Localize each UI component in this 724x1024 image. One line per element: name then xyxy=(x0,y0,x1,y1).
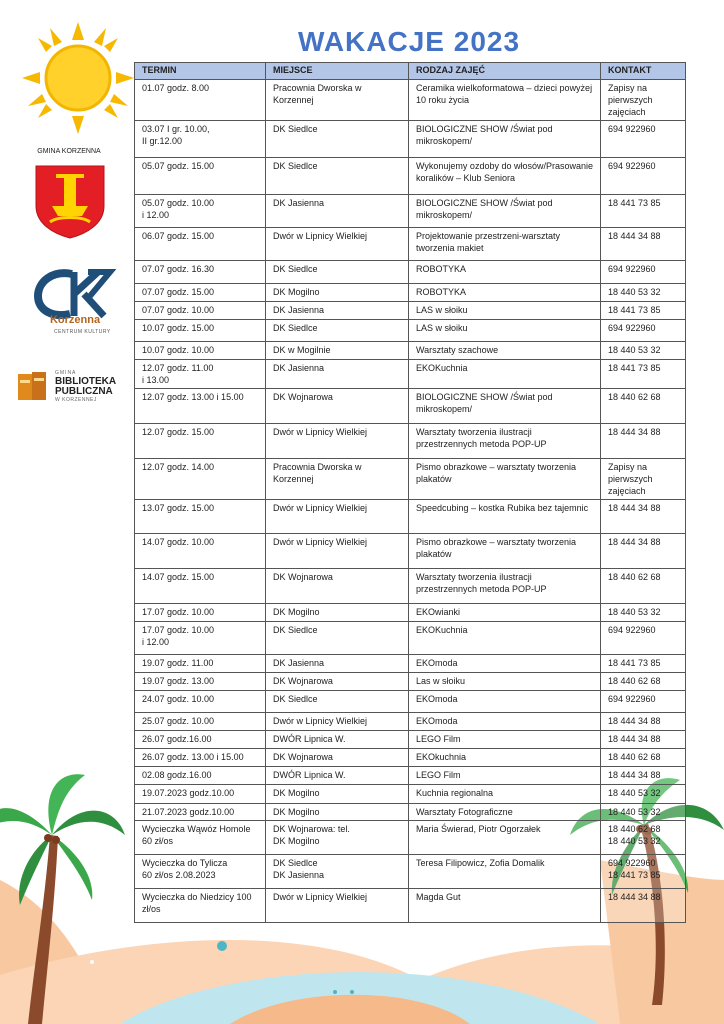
termin-cell: 12.07 godz. 15.00 xyxy=(135,424,266,459)
termin-cell: 10.07 godz. 10.00 xyxy=(135,342,266,360)
table-row xyxy=(135,121,686,158)
rodzaj-cell: Warsztaty tworzenia ilustracji przestrzennych metoda POP-UP xyxy=(409,424,601,459)
miejsce-cell: DK Wojnarowa xyxy=(266,569,409,604)
table-row xyxy=(135,785,686,804)
miejsce-cell: Dwór w Lipnicy Wielkiej xyxy=(266,424,409,459)
rodzaj-cell: Speedcubing – kostka Rubika bez tajemnic xyxy=(409,500,601,534)
miejsce-cell: Dwór w Lipnicy Wielkiej xyxy=(266,228,409,261)
miejsce-cell: Pracownia Dworska w Korzennej xyxy=(266,459,409,500)
table-row xyxy=(135,691,686,713)
kontakt-cell: 18 444 34 88 xyxy=(601,500,686,534)
miejsce-cell: DK Siedlce xyxy=(266,622,409,655)
termin-cell: 26.07 godz.16.00 xyxy=(135,731,266,749)
kontakt-cell: 18 444 34 88 xyxy=(601,731,686,749)
rodzaj-cell: EKOKuchnia xyxy=(409,622,601,655)
termin-cell: Wycieczka do Niedzicy 100 zł/os xyxy=(135,889,266,923)
table-row xyxy=(135,424,686,459)
rodzaj-cell: Las w słoiku xyxy=(409,673,601,691)
termin-cell: 12.07 godz. 11.00 i 13.00 xyxy=(135,360,266,389)
miejsce-cell: Pracownia Dworska w Korzennej xyxy=(266,80,409,121)
termin-cell: 14.07 godz. 15.00 xyxy=(135,569,266,604)
termin-cell: 05.07 godz. 10.00 i 12.00 xyxy=(135,195,266,228)
table-row xyxy=(135,622,686,655)
miejsce-cell: DK Jasienna xyxy=(266,302,409,320)
kontakt-cell: 18 444 34 88 xyxy=(601,767,686,785)
miejsce-cell: DK Siedlce DK Jasienna xyxy=(266,855,409,889)
table-row xyxy=(135,821,686,855)
rodzaj-cell: Ceramika wielkoformatowa – dzieci powyżej 10 roku życia xyxy=(409,80,601,121)
miejsce-cell: DK Wojnarowa: tel. DK Mogilno xyxy=(266,821,409,855)
termin-cell: 05.07 godz. 15.00 xyxy=(135,158,266,195)
table-row xyxy=(135,158,686,195)
termin-cell: 26.07 godz. 13.00 i 15.00 xyxy=(135,749,266,767)
miejsce-cell: DK w Mogilnie xyxy=(266,342,409,360)
termin-cell: 01.07 godz. 8.00 xyxy=(135,80,266,121)
library-title xyxy=(55,377,116,397)
termin-cell: 03.07 I gr. 10.00, II gr.12.00 xyxy=(135,121,266,158)
table-row xyxy=(135,569,686,604)
ck-name: Korzenna xyxy=(49,314,101,326)
schedule-table xyxy=(134,62,686,923)
table-row xyxy=(135,804,686,821)
library-subtitle: W KORZENNEJ xyxy=(55,397,97,403)
ck-subtitle: CENTRUM KULTURY xyxy=(54,329,111,335)
kontakt-cell: 694 922960 xyxy=(601,320,686,342)
miejsce-cell: DK Siedlce xyxy=(266,261,409,284)
table-row xyxy=(135,749,686,767)
table-row xyxy=(135,80,686,121)
col-header-rodzaj: RODZAJ ZAJĘĆ xyxy=(409,63,601,80)
kontakt-cell: 18 440 53 32 xyxy=(601,284,686,302)
rodzaj-cell: LEGO Film xyxy=(409,767,601,785)
kontakt-cell: 18 444 34 88 xyxy=(601,713,686,731)
termin-cell: 02.08 godz.16.00 xyxy=(135,767,266,785)
termin-cell: Wycieczka Wąwóz Homole 60 zł/os xyxy=(135,821,266,855)
miejsce-cell: DK Wojnarowa xyxy=(266,389,409,424)
miejsce-cell: Dwór w Lipnicy Wielkiej xyxy=(266,713,409,731)
kontakt-cell: Zapisy na pierwszych zajęciach xyxy=(601,80,686,121)
miejsce-cell: DK Wojnarowa xyxy=(266,749,409,767)
miejsce-cell: DK Mogilno xyxy=(266,804,409,821)
books-icon xyxy=(18,372,46,400)
table-row xyxy=(135,767,686,785)
col-header-miejsce: MIEJSCE xyxy=(266,63,409,80)
col-header-kontakt: KONTAKT xyxy=(601,63,686,80)
rodzaj-cell: BIOLOGICZNE SHOW /Świat pod mikroskopem/ xyxy=(409,389,601,424)
kontakt-cell: Zapisy na pierwszych zajęciach xyxy=(601,459,686,500)
miejsce-cell: Dwór w Lipnicy Wielkiej xyxy=(266,889,409,923)
termin-cell: 19.07 godz. 13.00 xyxy=(135,673,266,691)
rodzaj-cell: Maria Świerad, Piotr Ogorzałek xyxy=(409,821,601,855)
kontakt-cell: 18 441 73 85 xyxy=(601,302,686,320)
termin-cell: 14.07 godz. 10.00 xyxy=(135,534,266,569)
termin-cell: 07.07 godz. 10.00 xyxy=(135,302,266,320)
header-row xyxy=(135,63,686,80)
termin-cell: 21.07.2023 godz.10.00 xyxy=(135,804,266,821)
termin-cell: 19.07 godz. 11.00 xyxy=(135,655,266,673)
rodzaj-cell: LAS w słoiku xyxy=(409,320,601,342)
termin-cell: 17.07 godz. 10.00 i 12.00 xyxy=(135,622,266,655)
rodzaj-cell: Warsztaty szachowe xyxy=(409,342,601,360)
kontakt-cell: 18 440 53 32 xyxy=(601,342,686,360)
rodzaj-cell: Kuchnia regionalna xyxy=(409,785,601,804)
rodzaj-cell: EKOmoda xyxy=(409,713,601,731)
miejsce-cell: DK Jasienna xyxy=(266,655,409,673)
kontakt-cell: 18 444 34 88 xyxy=(601,889,686,923)
kontakt-cell: 18 440 62 68 18 440 53 32 xyxy=(601,821,686,855)
rodzaj-cell: ROBOTYKA xyxy=(409,261,601,284)
rodzaj-cell: Magda Gut xyxy=(409,889,601,923)
miejsce-cell: Dwór w Lipnicy Wielkiej xyxy=(266,534,409,569)
termin-cell: 06.07 godz. 15.00 xyxy=(135,228,266,261)
kontakt-cell: 18 444 34 88 xyxy=(601,228,686,261)
miejsce-cell: DWÓR Lipnica W. xyxy=(266,767,409,785)
miejsce-cell: DK Wojnarowa xyxy=(266,673,409,691)
coat-of-arms-icon xyxy=(36,166,104,238)
rodzaj-cell: EKOmoda xyxy=(409,691,601,713)
kontakt-cell: 18 440 62 68 xyxy=(601,389,686,424)
miejsce-cell: DK Mogilno xyxy=(266,284,409,302)
table-row xyxy=(135,302,686,320)
kontakt-cell: 18 440 62 68 xyxy=(601,673,686,691)
table-row xyxy=(135,389,686,424)
miejsce-cell: DK Siedlce xyxy=(266,158,409,195)
termin-cell: 25.07 godz. 10.00 xyxy=(135,713,266,731)
table-row xyxy=(135,342,686,360)
rodzaj-cell: EKOKuchnia xyxy=(409,360,601,389)
rodzaj-cell: Pismo obrazkowe – warsztaty tworzenia plakatów xyxy=(409,459,601,500)
miejsce-cell: DK Siedlce xyxy=(266,121,409,158)
library-line1: BIBLIOTEKA xyxy=(55,376,117,387)
miejsce-cell: DK Mogilno xyxy=(266,785,409,804)
table-row xyxy=(135,534,686,569)
kontakt-cell: 694 922960 xyxy=(601,691,686,713)
table-row xyxy=(135,228,686,261)
ck-logo-icon xyxy=(38,272,110,316)
rodzaj-cell: BIOLOGICZNE SHOW /Świat pod mikroskopem/ xyxy=(409,121,601,158)
col-header-termin: TERMIN xyxy=(135,63,266,80)
miejsce-cell: DK Siedlce xyxy=(266,691,409,713)
kontakt-cell: 694 922960 xyxy=(601,261,686,284)
sun-icon xyxy=(22,22,134,134)
table-row xyxy=(135,360,686,389)
termin-cell: 24.07 godz. 10.00 xyxy=(135,691,266,713)
kontakt-cell: 18 441 73 85 xyxy=(601,195,686,228)
kontakt-cell: 18 444 34 88 xyxy=(601,534,686,569)
rodzaj-cell: Teresa Filipowicz, Zofia Domalik xyxy=(409,855,601,889)
rodzaj-cell: LAS w słoiku xyxy=(409,302,601,320)
gmina-caption: GMINA KORZENNA xyxy=(37,148,101,155)
rodzaj-cell: EKOwianki xyxy=(409,604,601,622)
miejsce-cell: DWÓR Lipnica W. xyxy=(266,731,409,749)
termin-cell: 17.07 godz. 10.00 xyxy=(135,604,266,622)
kontakt-cell: 18 441 73 85 xyxy=(601,655,686,673)
table-row xyxy=(135,261,686,284)
table-row xyxy=(135,459,686,500)
library-line2: PUBLICZNA xyxy=(55,386,113,397)
kontakt-cell: 18 444 34 88 xyxy=(601,424,686,459)
miejsce-cell: DK Jasienna xyxy=(266,195,409,228)
table-row xyxy=(135,713,686,731)
table-row xyxy=(135,500,686,534)
library-gmina: GMINA xyxy=(55,370,77,376)
rodzaj-cell: Wykonujemy ozdoby do włosów/Prasowanie koralików – Klub Seniora xyxy=(409,158,601,195)
rodzaj-cell: EKOkuchnia xyxy=(409,749,601,767)
table-row xyxy=(135,655,686,673)
kontakt-cell: 18 440 53 32 xyxy=(601,785,686,804)
termin-cell: 13.07 godz. 15.00 xyxy=(135,500,266,534)
rodzaj-cell: Warsztaty Fotograficzne xyxy=(409,804,601,821)
miejsce-cell: Dwór w Lipnicy Wielkiej xyxy=(266,500,409,534)
termin-cell: Wycieczka do Tylicza 60 zł/os 2.08.2023 xyxy=(135,855,266,889)
table-row xyxy=(135,855,686,889)
kontakt-cell: 694 922960 xyxy=(601,158,686,195)
rodzaj-cell: EKOmoda xyxy=(409,655,601,673)
termin-cell: 10.07 godz. 15.00 xyxy=(135,320,266,342)
table-row xyxy=(135,673,686,691)
kontakt-cell: 694 922960 18 441 73 85 xyxy=(601,855,686,889)
table-row xyxy=(135,195,686,228)
table-row xyxy=(135,604,686,622)
termin-cell: 07.07 godz. 15.00 xyxy=(135,284,266,302)
table-row xyxy=(135,284,686,302)
rodzaj-cell: LEGO Film xyxy=(409,731,601,749)
kontakt-cell: 694 922960 xyxy=(601,622,686,655)
table-row xyxy=(135,889,686,923)
kontakt-cell: 694 922960 xyxy=(601,121,686,158)
miejsce-cell: DK Mogilno xyxy=(266,604,409,622)
rodzaj-cell: Warsztaty tworzenia ilustracji przestrzennych metoda POP-UP xyxy=(409,569,601,604)
rodzaj-cell: Projektowanie przestrzeni-warsztaty tworzenia makiet xyxy=(409,228,601,261)
table-row xyxy=(135,731,686,749)
rodzaj-cell: ROBOTYKA xyxy=(409,284,601,302)
rodzaj-cell: Pismo obrazkowe – warsztaty tworzenia plakatów xyxy=(409,534,601,569)
kontakt-cell: 18 441 73 85 xyxy=(601,360,686,389)
rodzaj-cell: BIOLOGICZNE SHOW /Świat pod mikroskopem/ xyxy=(409,195,601,228)
kontakt-cell: 18 440 62 68 xyxy=(601,569,686,604)
miejsce-cell: DK Jasienna xyxy=(266,360,409,389)
kontakt-cell: 18 440 53 32 xyxy=(601,804,686,821)
termin-cell: 12.07 godz. 13.00 i 15.00 xyxy=(135,389,266,424)
kontakt-cell: 18 440 53 32 xyxy=(601,604,686,622)
table-row xyxy=(135,320,686,342)
page-title: WAKACJE 2023 xyxy=(297,26,521,57)
kontakt-cell: 18 440 62 68 xyxy=(601,749,686,767)
termin-cell: 12.07 godz. 14.00 xyxy=(135,459,266,500)
termin-cell: 07.07 godz. 16.30 xyxy=(135,261,266,284)
miejsce-cell: DK Siedlce xyxy=(266,320,409,342)
termin-cell: 19.07.2023 godz.10.00 xyxy=(135,785,266,804)
